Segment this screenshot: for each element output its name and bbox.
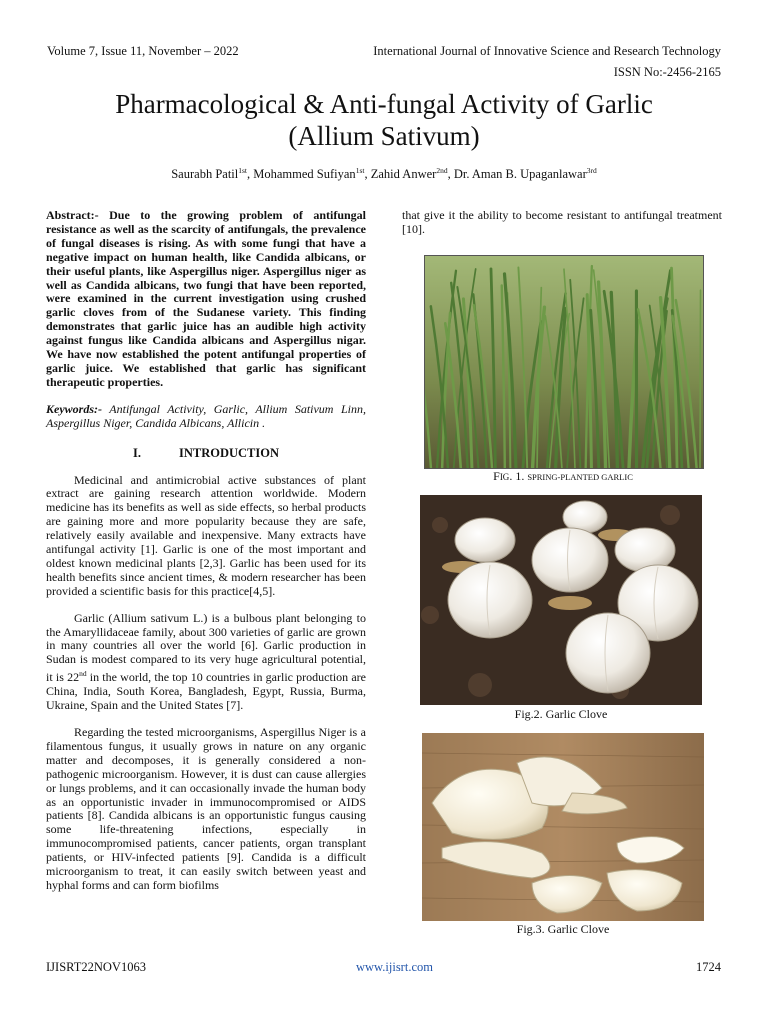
garlic-bulbs-illustration bbox=[420, 495, 702, 705]
abstract bbox=[46, 209, 366, 390]
caption-text: . 1. bbox=[509, 469, 528, 483]
journal-name: International Journal of Innovative Science and Research Technology bbox=[373, 44, 721, 58]
author-name: Mohammed Sufiyan bbox=[253, 167, 356, 182]
figure-garlic-plants bbox=[424, 255, 704, 469]
author-affiliation: 3rd bbox=[586, 166, 597, 175]
figure-garlic-bulbs bbox=[420, 495, 702, 705]
left-column bbox=[46, 209, 366, 893]
keywords bbox=[46, 403, 366, 431]
intro-paragraph-3: Regarding the tested microorganisms, Aspergillus Niger is a filamentous fungus, it usually grows in nature on any organic matter and decomposes, it is generally considered a non-pathogenic microorganism. However, it is dust can cause allergies or lungs problems, and it can occasionally invade the human body as an opportunistic invader in immunocompromised or AIDS patients [8]. Candida albicans is an opportunistic fungus causing some life-threatening infections, especially in immunocompromised patients, cancer patients, organ transplant patients, or HIV-infected patients [9]. Candida is a difficult microorganism to treat, it can easily switch between yeast and hyphal forms and can form biofilms bbox=[46, 725, 366, 892]
abstract-text: Due to the growing problem of antifungal resistance as well as the scarcity of antifungals, the prevalence of fungal diseases is rising. As with some fungi that have a negative impact on human health, like Candida albicans, or their useful plants, like Aspergillus niger. Aspergillus niger as well as Candida albicans, two fungi that have been reported, were examined in the current investigation using crushed garlic cloves from of the Sudanese variety. This finding demonstrates that garlic juice has an audible high activity against fungus like Candida albicans and Aspergillus nigar. We have now established the potent antifungal properties of garlic juice. We established that garlic has significant therapeutic properties. bbox=[46, 208, 367, 389]
page-number: 1724 bbox=[696, 960, 721, 974]
paper-title bbox=[40, 88, 728, 152]
author-affiliation: 1st bbox=[238, 166, 248, 175]
caption-text: SPRING-PLANTED GARLIC bbox=[527, 472, 633, 482]
author-name: Saurabh Patil bbox=[171, 167, 239, 182]
issn: ISSN No:-2456-2165 bbox=[613, 65, 721, 79]
abstract-label: Abstract:- bbox=[46, 208, 99, 222]
volume-issue: Volume 7, Issue 11, November – 2022 bbox=[47, 44, 239, 58]
caption-text: F bbox=[493, 469, 500, 483]
figure-1-caption bbox=[424, 469, 702, 484]
author-affiliation: 1st bbox=[355, 166, 365, 175]
garlic-plants-illustration bbox=[425, 256, 703, 468]
section-heading bbox=[46, 447, 366, 461]
figure-3-caption: Fig.3. Garlic Clove bbox=[516, 922, 610, 936]
author-affiliation: 2nd bbox=[436, 166, 448, 175]
section-title: INTRODUCTION bbox=[178, 445, 279, 460]
caption-text: IG bbox=[499, 472, 510, 482]
keywords-label: Keywords:- bbox=[46, 401, 102, 416]
figure-garlic-cloves bbox=[422, 733, 704, 921]
author-name: Zahid Anwer bbox=[370, 167, 437, 182]
author-list: Saurabh Patil$^{1st}$, Mohammed Sufiyan$^{1st}$, Zahid Anwer$^{2nd}$, Dr. Aman B. Upaganlawar$^{3rd}$ bbox=[171, 166, 597, 182]
intro-paragraph-1: Medicinal and antimicrobial active substances of plant extract are gaining research attention worldwide. Modern medicine has its benefits as well as side effects, so herbal products are gaining more and more popularity because they are safe, relatively easily available and inexpensive. Many extracts have antifungal activity [1]. Garlic is one of the most important and oldest known medicinal plants [2,3]. Garlic has been used for its health benefits since ancient times, & modern researcher has been provided a scientific basis for this practice[4,5]. bbox=[46, 472, 366, 598]
intro-paragraph-2 bbox=[46, 612, 366, 713]
paragraph-text: Garlic (Allium sativum L.) is a bulbous plant belonging to the Amaryllidaceae family, about 300 varieties of garlic are grown in many countries all over the world [6]. Garlic production in Sudan is modest compared to its very huge agricultural potential, it is 22 bbox=[46, 610, 366, 685]
journal-url-link[interactable]: www.ijisrt.com bbox=[356, 960, 433, 974]
paragraph-text: in the world, the top 10 countries in garlic production are China, India, South Korea, Bangladesh, Egypt, Russia, Burma, Ukraine, Spain and the United States [7]. bbox=[46, 670, 367, 713]
keywords-text: Antifungal Activity, Garlic, Allium Sativum Linn, Aspergillus Niger, Candida Albicans, Allicin . bbox=[46, 401, 366, 430]
figure-2-caption: Fig.2. Garlic Clove bbox=[514, 707, 608, 721]
right-column-text: that give it the ability to become resistant to antifungal treatment [10]. bbox=[402, 208, 722, 236]
author-name: Dr. Aman B. Upaganlawar bbox=[453, 167, 587, 182]
garlic-cloves-illustration bbox=[422, 733, 704, 921]
title-line-1: Pharmacological & Anti-fungal Activity of Garlic bbox=[115, 89, 653, 119]
ordinal-suffix: nd bbox=[79, 669, 87, 679]
section-number: I. bbox=[132, 445, 141, 460]
paper-code: IJISRT22NOV1063 bbox=[46, 960, 146, 974]
title-line-2: (Allium Sativum) bbox=[288, 121, 480, 151]
